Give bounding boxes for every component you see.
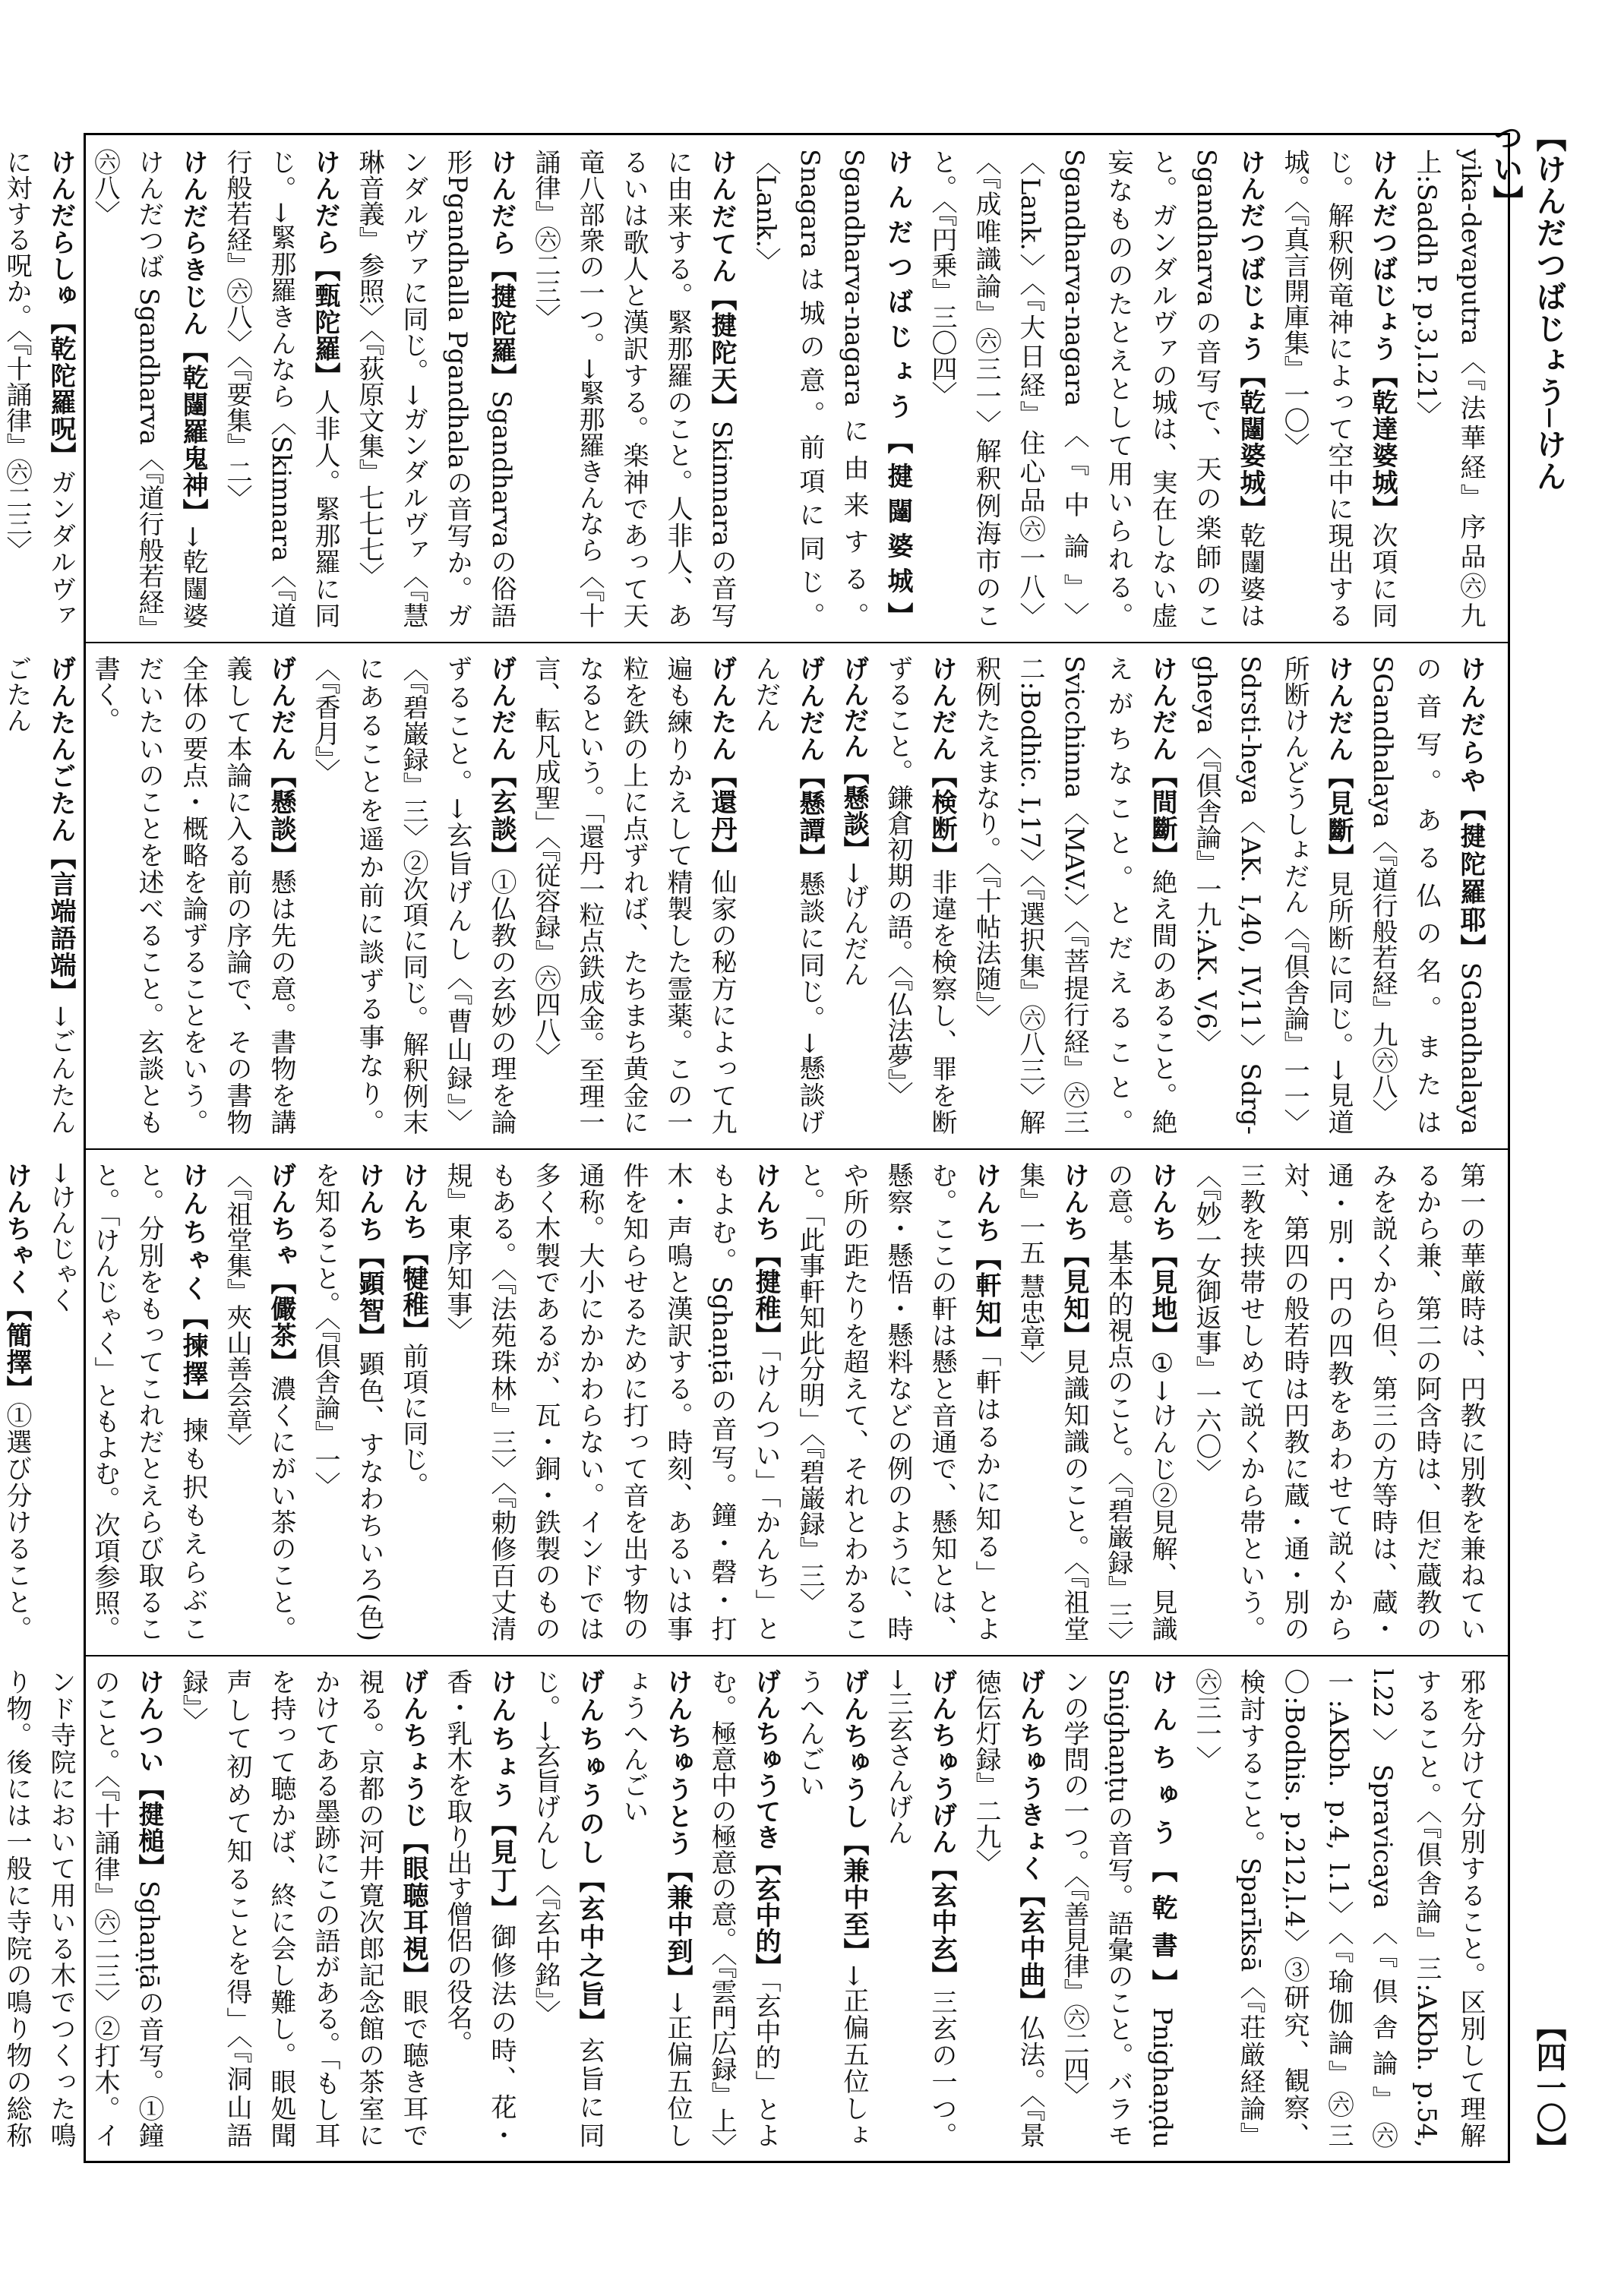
entry-text: Skimnaraの音写に由来する。緊那羅のこと。人非人、あるいは歌人と漢訳する。楽神であって天竜八部衆の一つ。→緊那羅きんなら〈『十誦律』㊅二三〉 bbox=[530, 149, 737, 628]
headword: げんちゅうのし【玄中之旨】 bbox=[574, 1669, 605, 2038]
entry bbox=[523, 655, 744, 1135]
page-number: 【四一〇】 bbox=[1531, 2011, 1567, 2163]
entry bbox=[0, 655, 83, 1135]
entry bbox=[1184, 655, 1360, 1135]
entry bbox=[744, 655, 832, 1135]
tier-4 bbox=[2, 1655, 1508, 2162]
headword: けんだら【揵陀羅】 bbox=[486, 149, 517, 391]
headword: げんたん【還丹】 bbox=[706, 655, 737, 869]
entry bbox=[1096, 1162, 1184, 1653]
headword: けんだてん【揵陀天】 bbox=[706, 149, 737, 421]
entry bbox=[0, 1162, 39, 1641]
entry bbox=[215, 149, 347, 628]
tier-column bbox=[2, 135, 1508, 642]
headword: けんち【犍稚】 bbox=[398, 1162, 428, 1343]
entry-text: 「軒はるかに知る」とよむ。ここの軒は懸と音通で、懸知とは、懸察・懸悟・懸料などの例のように、時や所の距たりを超えて、それとわかること。「此事軒知此分明」〈『碧巌録』三〉 bbox=[795, 1162, 1001, 1642]
tier-column bbox=[2, 642, 1508, 1148]
entry bbox=[1008, 1162, 1096, 1641]
tier-3 bbox=[2, 1148, 1508, 1656]
headword: けんち【見地】 bbox=[1147, 1162, 1177, 1349]
headword: げんだん【懸譚】 bbox=[795, 655, 825, 871]
headword: けんちゅう【乾書】 bbox=[1147, 1669, 1177, 2007]
page-header: 【けんだつばじょう─けんつい】 bbox=[1488, 122, 1567, 493]
entry-text: 濃くにがい茶のこと。〈『祖堂集』夾山善会章〉 bbox=[222, 1162, 296, 1642]
entry bbox=[303, 655, 523, 1135]
headword: けんちゃく【簡擇】 bbox=[2, 1162, 32, 1403]
headword: けんだらきじん【乾闥羅鬼神】 bbox=[178, 149, 208, 526]
headword: けんだら【甄陀羅】 bbox=[310, 149, 340, 390]
tier-column bbox=[2, 1655, 1508, 2162]
headword: げんちょうじ【眼聴耳視】 bbox=[398, 1669, 428, 1989]
entry bbox=[347, 149, 523, 628]
entry-text: 見所断に同じ。→見道所断けんどうしょだん〈『倶舎論』一一〉Sdrsti-heya〈AK. I,40, IV,11〉Sdrg-gheya〈『倶舎論』一九:AK. V,6〉 bbox=[1191, 655, 1354, 1135]
tier-column bbox=[2, 1148, 1508, 1655]
entry bbox=[303, 1162, 391, 1641]
entry bbox=[1052, 1669, 1184, 2148]
entry bbox=[920, 149, 1272, 628]
entry bbox=[1184, 1162, 1493, 1641]
entry bbox=[788, 1162, 1008, 1641]
entry bbox=[435, 1162, 788, 1641]
dictionary-frame bbox=[2, 133, 1510, 2163]
entry bbox=[876, 655, 964, 1135]
entry-text: 眼で聴き耳で視る。京都の河井寛次郎記念館の茶室にかけてある墨跡にこの語がある。「もし耳を持って聴かば、終に会し難し。眼処聞声して初めて知ることを得」〈『洞山語録』〉 bbox=[178, 1669, 428, 2149]
entry bbox=[744, 149, 920, 628]
headword: げんだん【懸談】 bbox=[839, 655, 869, 862]
headword: げんちゃ【儼茶】 bbox=[266, 1162, 296, 1375]
entry bbox=[611, 1669, 700, 2148]
headword: けんちゃく【揀擇】 bbox=[178, 1162, 208, 1417]
headword: げんだん【懸談】 bbox=[266, 655, 296, 869]
headword: げんちゅうきょく【玄中曲】 bbox=[1015, 1669, 1045, 2015]
entry-text: 乾闥婆はSgandharvaの音写で、天の楽師のこと。ガンダルヴァの城は、実在しない虚妄なもののたとえとして用いられる。Sgandharva-nagara〈『中論』〉〈Lank.〉〈『大日経』住心品㊅一八〉〈『成唯識論』㊅三一〉解釈例海市のこと。〈『円乗』三〇四〉 bbox=[927, 149, 1265, 629]
entry-text: ①→けんじ②見解、見識の意。基本的視点のこと。〈『碧巌録』三〉 bbox=[1103, 1162, 1177, 1653]
entry bbox=[876, 1669, 964, 2148]
headword: けんだらや【揵陀羅耶】 bbox=[1455, 655, 1486, 962]
entry bbox=[964, 1669, 1052, 2148]
tier-1 bbox=[2, 135, 1508, 643]
headword: けんち【見知】 bbox=[1059, 1162, 1089, 1349]
entry-text: →げんだん bbox=[839, 862, 869, 987]
entry-text: 御修法の時、花・香・乳木を取り出す僧侶の役名。 bbox=[442, 1669, 517, 2148]
entry-text: 「玄中的」とよむ。極意中の極意の意。〈『雲門広録』上〉 bbox=[706, 1669, 781, 2159]
entry bbox=[523, 1669, 611, 2148]
headword: けんだん【見斷】 bbox=[1323, 655, 1354, 871]
headword: けんつい【揵槌】 bbox=[134, 1669, 164, 1881]
headword: げんたんごたん【言端語端】 bbox=[46, 655, 76, 1006]
entry-text: 次項に同じ。解釈例竜神によって空中に現出する城。〈『真言開庫集』一〇〉 bbox=[1279, 149, 1398, 629]
entry-text: 第一の華厳時は、円教に別教を兼ねているから兼、第二の阿含時は、但だ蔵教のみを説くから但、第三の方等時は、蔵・通・別・円の四教をあわせて説くから対、第四の般若時は円教に蔵・通・別の三教を挟帯せしめて説くから帯という。〈『妙一女御返事』一六〇〉 bbox=[1191, 1162, 1486, 1641]
entry-text: 邪を分けて分別すること。区別して理解すること。〈『倶舎論』三:AKbh. p.54, l.22〉Spravicaya〈『倶舎論』㊅一:AKbh. p.4, l.1〉〈『瑜伽論』㊅三〇:Bodhis. p.212,l.4〉③研究、観察、検討すること。Sparīksā〈『荘厳経論』㊅三一〉 bbox=[1191, 1669, 1486, 2148]
entry bbox=[83, 655, 303, 1135]
entry-text: SGandhalayaの音写。ある仏の名。またはSGandhalaya〈『道行般若経』九㊅八〉 bbox=[1367, 655, 1486, 1135]
headword: げんちゅうてき【玄中的】 bbox=[750, 1669, 781, 1980]
entry bbox=[0, 1669, 171, 2148]
headword: けんだん【検断】 bbox=[927, 655, 957, 869]
entry-text: →正偏五位しょうへんごい bbox=[795, 1669, 869, 2148]
entry-text: →正偏五位しょうへんごい bbox=[618, 1669, 693, 2148]
headword: けんだつばじょう【乾達婆城】 bbox=[1367, 149, 1398, 523]
entry-text: ①仏教の玄妙の理を論ずること。→玄旨げんし〈『曹山録』〉〈『碧巌録』三〉②次項に同じ。解釈例末にあることを遥か前に談ずる事なり。〈『香月』〉 bbox=[310, 655, 517, 1135]
entry-text: 非違を検察し、罪を断ずること。鎌倉初期の語。〈『仏法夢』〉 bbox=[883, 655, 957, 1135]
headword: げんちゅうし【兼中至】 bbox=[839, 1669, 869, 1965]
entry-text: 揀も択もえらぶこと。分別をもってこれだとえらび取ること。「けんじゃく」ともよむ。次項参照。→けんじゃく bbox=[46, 1162, 208, 1641]
entry-text: ①選び分けること。 bbox=[2, 1402, 32, 1642]
entry-text: Sghaṇṭāの音写。①鐘のこと。〈『十誦律』㊅二三〉②打木。インド寺院において用いる木でつくった鳴り物。後には一般に寺院の鳴り物の総称 bbox=[2, 1669, 164, 2148]
entry bbox=[1272, 149, 1404, 628]
entry bbox=[832, 655, 876, 1135]
entry-text: yika-devaputra〈『法華経』序品㊅九上:Saddh P. p.3,l.21〉 bbox=[1411, 149, 1486, 628]
headword: けんだん【間斷】 bbox=[1147, 655, 1177, 869]
entry bbox=[215, 1162, 303, 1641]
headword: けんちょう【見丁】 bbox=[486, 1669, 517, 1924]
entry-text: 三玄の一つ。→三玄さんげん bbox=[883, 1669, 957, 2149]
headword: けんち【軒知】 bbox=[971, 1162, 1001, 1354]
entry bbox=[39, 1162, 215, 1641]
entry-text: Sgandharva-nagaraに由来する。Snagaraは城の意。前項に同じ。〈Lank.〉 bbox=[750, 149, 869, 628]
entry-text: 前項に同じ。 bbox=[398, 1343, 428, 1498]
entry bbox=[700, 1669, 788, 2159]
entry bbox=[171, 1669, 435, 2148]
entry-text: ガンダルヴァに対する呪か。〈『十誦律』㊅二三〉 bbox=[2, 149, 76, 629]
headword: けんち【顕智】 bbox=[354, 1162, 384, 1351]
entry-text: 玄旨に同じ。→玄旨げんし〈『玄中銘』〉 bbox=[530, 1669, 605, 2148]
headword: けんだらしゅ【乾陀羅呪】 bbox=[46, 149, 76, 469]
entry bbox=[391, 1162, 435, 1641]
entry-text: Sgandharvaの俗語形Pgandhalla Pgandhalaの音写か。ガンダルヴァに同じ。→ガンダルヴァ〈『慧琳音義』参照〉〈『荻原文集』七七七〉 bbox=[354, 149, 517, 629]
entry-text: 懸は先の意。書物を講義して本論に入る前の序論で、その書物全体の要点・概略を論ずることをいう。だいたいのことを述べること。玄談とも書く。 bbox=[90, 655, 296, 1135]
headword: けんち【揵稚】 bbox=[750, 1162, 781, 1349]
entry-text: 見識知識のこと。〈『祖堂集』一五 慧忠章〉 bbox=[1015, 1162, 1089, 1642]
entry-text: Pnighaṇḍu Snighaṇṭuの音写。語彙のこと。バラモンの学問の一つ。〈『善見律』㊅二四〉 bbox=[1059, 1669, 1177, 2148]
entry-text: 仙家の秘方によって九遍も練りかえして精製した霊薬。この一粒を鉄の上に点ずれば、たちまち黄金になるという。「還丹一粒点鉄成金。至理一言、転凡成聖」〈『従容録』㊅四八〉 bbox=[530, 655, 737, 1135]
entry bbox=[0, 149, 83, 628]
headword: げんだん【玄談】 bbox=[486, 655, 517, 869]
entry bbox=[1184, 1669, 1493, 2148]
headword: けんちゅうとう【兼中到】 bbox=[662, 1669, 693, 1992]
entry-text: 「けんつい」「かんち」ともよむ。Sghaṇṭāの音写。鐘・磬・打木・声鳴と漢訳する。時刻、あるいは事件を知らせるために打って音を出す物の通称。大小にかかわらない。インドでは多く木製であるが、瓦・銅・鉄製のものもある。〈『法苑珠林』三〉〈『勅修百丈清規』東序知事〉 bbox=[442, 1162, 781, 1642]
entry bbox=[788, 1669, 876, 2148]
headword: げんちゅうげん【玄中玄】 bbox=[927, 1669, 957, 1989]
entry-text: 絶え間のあること。絶えがちなこと。とだえること。Svicchinna〈MAV.〉〈『菩提行経』㊅三二:Bodhic. I,17〉〈『選択集』㊅八三〉解釈例たえまなり。〈『十帖法随』〉 bbox=[971, 655, 1177, 1135]
entry-text: 仏法。〈『景徳伝灯録』二九〉 bbox=[971, 1669, 1045, 2149]
entry bbox=[964, 655, 1184, 1135]
headword: けんだつばじょう【乾闥婆城】 bbox=[1235, 149, 1265, 523]
entry bbox=[435, 1669, 523, 2148]
headword: けんだつばじょう【揵闥婆城】 bbox=[883, 149, 913, 628]
entry bbox=[1360, 655, 1493, 1135]
entry-text: →ごんたんごたん bbox=[2, 655, 76, 1135]
entry-text: →乾闥婆けんだつば Sgandharva〈『道行般若経』㊅八〉 bbox=[90, 149, 208, 628]
entry bbox=[83, 149, 215, 628]
entry bbox=[1404, 149, 1493, 628]
entry bbox=[523, 149, 744, 628]
entry-text: 懸談に同じ。→懸談げんだん bbox=[750, 655, 825, 1135]
entry-text: 人非人。緊那羅に同じ。→緊那羅きんなら〈Skimnara〈『道行般若経』㊅八〉〈『要集』二〉 bbox=[222, 149, 340, 629]
tier-2 bbox=[2, 642, 1508, 1150]
entry-text: 顕色、すなわちいろ(色)を知ること。〈『倶舎論』一〉 bbox=[310, 1162, 384, 1642]
